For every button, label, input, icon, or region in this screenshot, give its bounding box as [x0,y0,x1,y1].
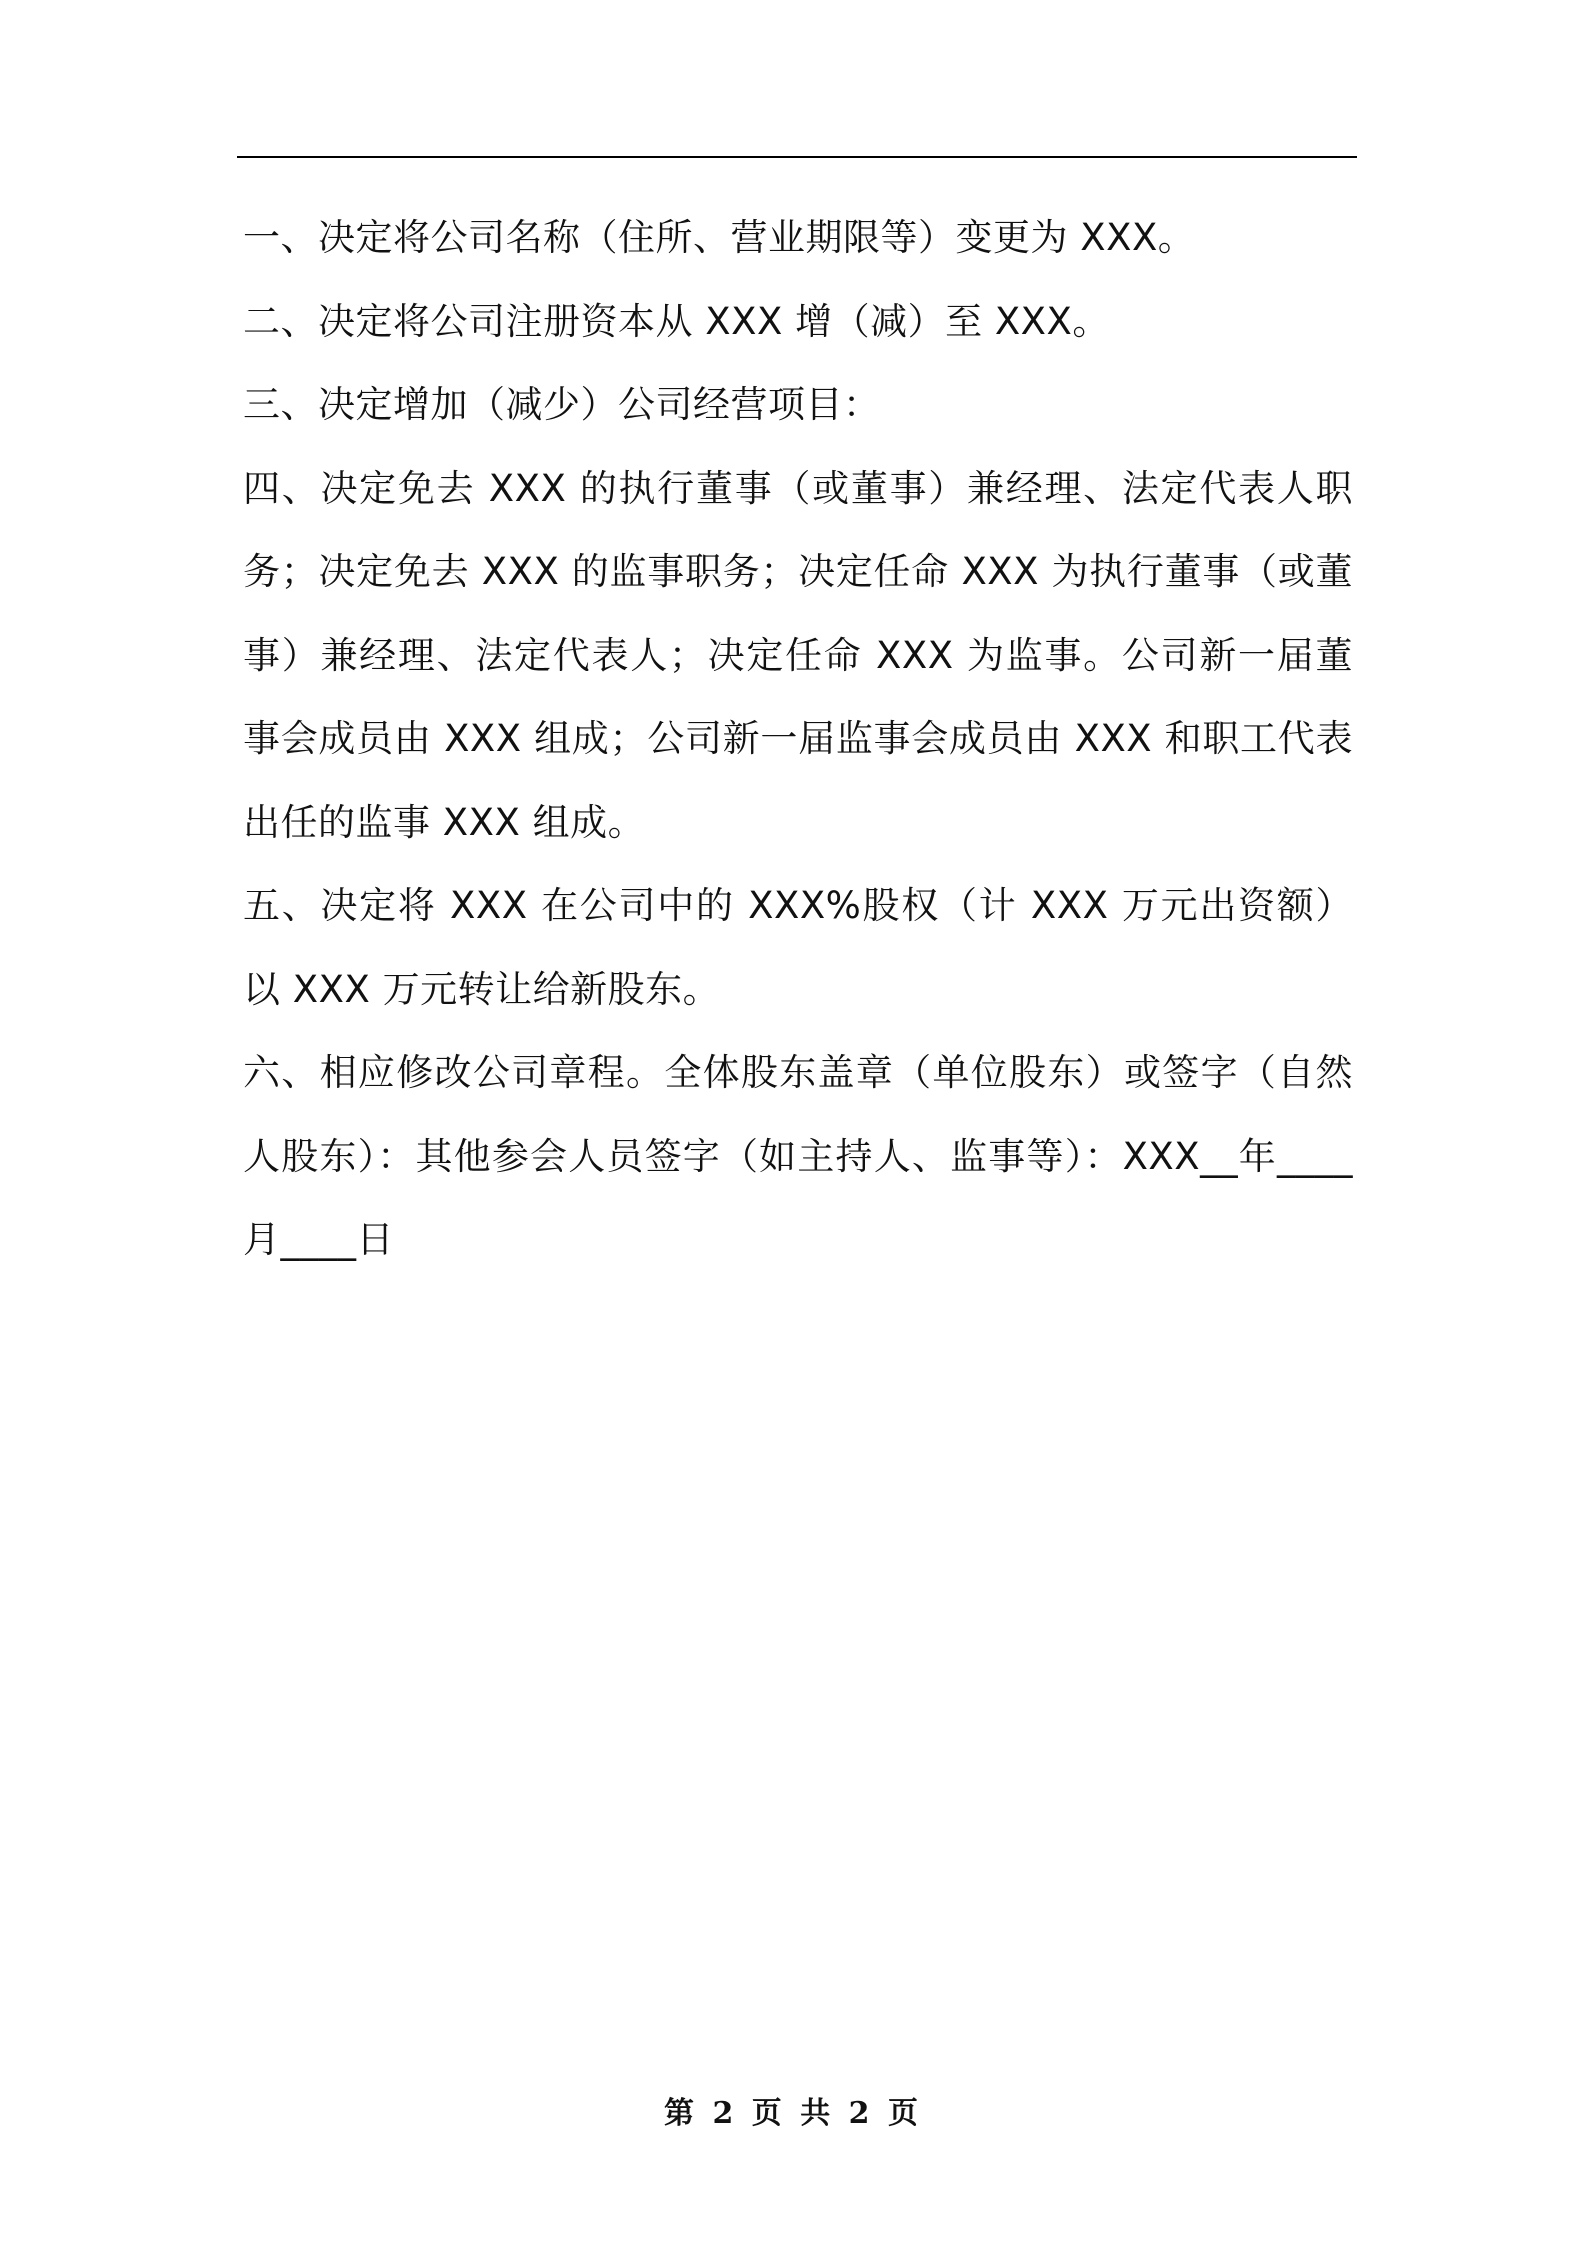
resolution-item-2: 二、决定将公司注册资本从 XXX 增（减）至 XXX。 [243,299,1110,343]
page-number-footer: 第 2 页 共 2 页 [664,2096,922,2131]
resolution-item-4: 四、决定免去 XXX 的执行董事（或董事）兼经理、法定代表人职务；决定免去 XXX 的监事职务；决定任命 XXX 为执行董事（或董事）兼经理、法定代表人；决定任命 XXX 为监事。公司新一届董事会成员由 XXX 组成；公司新一届监事会成员由 XXX 和职工代表出任的监事 XXX 组成。 [243,466,1353,844]
resolution-item-1: 一、决定将公司名称（住所、营业期限等）变更为 XXX。 [243,216,1196,259]
resolution-item-6: 六、相应修改公司章程。全体股东盖章（单位股东）或签字（自然人股东）：其他参会人员签字（如主持人、监事等）：XXX__年____月____日 [243,1051,1353,1261]
header-divider [237,156,1357,158]
resolution-item-3: 三、决定增加（减少）公司经营项目： [243,383,881,426]
resolution-item-5: 五、决定将 XXX 在公司中的 XXX%股权（计 XXX 万元出资额）以 XXX 万元转让给新股东。 [243,884,1353,1011]
document-body [243,196,1353,1282]
